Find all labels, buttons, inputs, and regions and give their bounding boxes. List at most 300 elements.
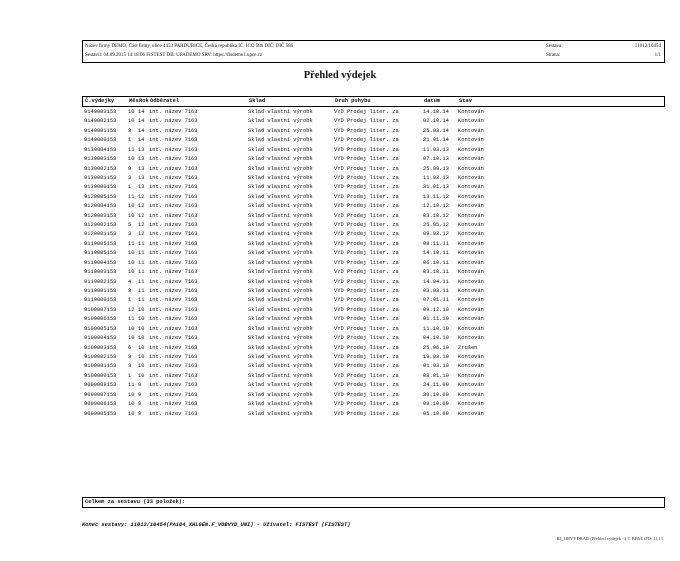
table-cell: Kontován bbox=[458, 212, 484, 219]
table-cell: 9100003153 bbox=[84, 344, 117, 351]
table-cell: 9130001153 bbox=[84, 174, 117, 181]
column-header: Stav bbox=[459, 98, 472, 104]
table-cell: VYD Prodej liter. za bbox=[334, 203, 399, 210]
table-cell: 10 bbox=[128, 325, 135, 332]
table-row bbox=[82, 381, 663, 390]
table-cell: VYD Prodej liter. za bbox=[334, 382, 399, 389]
table-cell: Sklad vlastní výrobk bbox=[248, 250, 313, 257]
table-cell: int. název 7163 bbox=[149, 410, 198, 417]
table-cell: 25.05.12 bbox=[423, 222, 449, 229]
table-cell: 3 bbox=[128, 288, 132, 295]
table-cell: Kontován bbox=[458, 410, 484, 417]
table-cell: VYD Prodej liter. za bbox=[334, 109, 399, 115]
table-cell: int. název 7163 bbox=[149, 109, 198, 115]
table-cell: VYD Prodej liter. za bbox=[334, 231, 399, 238]
table-cell: VYD Prodej liter. za bbox=[334, 316, 399, 323]
table-cell: Kontován bbox=[458, 156, 484, 163]
column-header: datum bbox=[424, 98, 441, 104]
table-cell: Kontován bbox=[458, 184, 484, 191]
table-cell: 11 bbox=[138, 297, 145, 304]
table-cell: 12 bbox=[128, 306, 135, 313]
table-cell: 9130004153 bbox=[84, 146, 117, 153]
table-cell: Sklad vlastní výrobk bbox=[248, 382, 313, 389]
table-row bbox=[82, 202, 663, 211]
table-cell: VYD Prodej liter. za bbox=[334, 137, 399, 144]
table-cell: 10 bbox=[128, 269, 135, 276]
table-cell: 14 bbox=[138, 118, 145, 125]
table-cell: 9140003153 bbox=[84, 109, 117, 115]
table-row bbox=[82, 362, 663, 371]
table-cell: Kontován bbox=[458, 297, 484, 304]
table-cell: 9090005153 bbox=[84, 410, 117, 417]
column-header: Odběratel bbox=[150, 98, 180, 104]
table-row bbox=[82, 391, 663, 400]
table-cell: 12 bbox=[138, 212, 145, 219]
table-cell: 13 bbox=[138, 174, 145, 181]
table-cell: Zrušen bbox=[458, 344, 478, 351]
table-cell: int. název 7163 bbox=[149, 335, 198, 342]
table-cell: 10 bbox=[128, 109, 135, 115]
table-cell: 9110005153 bbox=[84, 250, 117, 257]
table-cell: 9120001153 bbox=[84, 231, 117, 238]
table-cell: 9090008153 bbox=[84, 382, 117, 389]
table-cell: Kontován bbox=[458, 109, 484, 115]
table-cell: 10 bbox=[138, 325, 145, 332]
table-cell: 03.03.11 bbox=[423, 288, 449, 295]
table-cell: 14.10.14 bbox=[423, 109, 449, 115]
table-cell: Sklad vlastní výrobk bbox=[248, 184, 313, 191]
table-cell: 12 bbox=[138, 222, 145, 229]
table-cell: 05.10.09 bbox=[423, 410, 449, 417]
table-cell: Kontován bbox=[458, 146, 484, 153]
table-cell: Kontován bbox=[458, 391, 484, 398]
table-cell: Sklad vlastní výrobk bbox=[248, 174, 313, 181]
table-cell: 11.03.13 bbox=[423, 146, 449, 153]
table-cell: 25.06.10 bbox=[423, 344, 449, 351]
table-row bbox=[82, 268, 663, 277]
table-cell: int. název 7163 bbox=[149, 325, 198, 332]
table-cell: Kontován bbox=[458, 372, 484, 379]
table-row bbox=[82, 174, 663, 183]
table-cell: 19.03.10 bbox=[423, 353, 449, 360]
table-row bbox=[82, 306, 663, 315]
table-cell: 10 bbox=[128, 156, 135, 163]
table-cell: Sklad vlastní výrobk bbox=[248, 146, 313, 153]
table-row bbox=[82, 127, 663, 136]
table-cell: int. název 7163 bbox=[149, 306, 198, 313]
table-cell: Sklad vlastní výrobk bbox=[248, 259, 313, 266]
table-cell: Sklad vlastní výrobk bbox=[248, 118, 313, 125]
table-cell: VYD Prodej liter. za bbox=[334, 127, 399, 134]
table-cell: Sklad vlastní výrobk bbox=[248, 212, 313, 219]
table-cell: VYD Prodej liter. za bbox=[334, 165, 399, 172]
table-cell: VYD Prodej liter. za bbox=[334, 259, 399, 266]
printed-info: Sestavil: 04.09.2015 14:18:06 FISTEST DB: UPADEMO SRV: https://fisdemo1.upce.cz bbox=[85, 53, 263, 58]
table-row bbox=[82, 296, 663, 305]
table-cell: 09.03.12 bbox=[423, 231, 449, 238]
table-cell: VYD Prodej liter. za bbox=[334, 174, 399, 181]
table-cell: VYD Prodej liter. za bbox=[334, 212, 399, 219]
table-cell: int. název 7163 bbox=[149, 212, 198, 219]
table-cell: Sklad vlastní výrobk bbox=[248, 203, 313, 210]
table-cell: 14.04.11 bbox=[423, 278, 449, 285]
table-cell: Sklad vlastní výrobk bbox=[248, 297, 313, 304]
table-cell: 6 bbox=[128, 344, 132, 351]
table-cell: Kontován bbox=[458, 127, 484, 134]
table-cell: Sklad vlastní výrobk bbox=[248, 222, 313, 229]
table-cell: Sklad vlastní výrobk bbox=[248, 325, 313, 332]
table-cell: int. název 7163 bbox=[149, 203, 198, 210]
table-cell: VYD Prodej liter. za bbox=[334, 325, 399, 332]
table-cell: int. název 7163 bbox=[149, 288, 198, 295]
table-cell: Kontován bbox=[458, 269, 484, 276]
table-cell: 10 bbox=[138, 306, 145, 313]
table-cell: Sklad vlastní výrobk bbox=[248, 137, 313, 144]
table-cell: 3 bbox=[128, 127, 132, 134]
table-cell: int. název 7163 bbox=[149, 250, 198, 257]
table-cell: 11 bbox=[138, 240, 145, 247]
table-cell: 11 bbox=[138, 250, 145, 257]
table-cell: 9110000153 bbox=[84, 297, 117, 304]
table-cell: 3 bbox=[128, 174, 132, 181]
table-cell: Sklad vlastní výrobk bbox=[248, 401, 313, 408]
table-cell: VYD Prodej liter. za bbox=[334, 222, 399, 229]
table-row bbox=[82, 155, 663, 164]
table-cell: 10 bbox=[128, 250, 135, 257]
table-cell: 03.10.12 bbox=[423, 212, 449, 219]
table-cell: 9100002153 bbox=[84, 353, 117, 360]
summary-text: Celkem za sestavu (33 položek): bbox=[85, 499, 186, 505]
table-cell: int. název 7163 bbox=[149, 269, 198, 276]
table-cell: Kontován bbox=[458, 231, 484, 238]
table-cell: 9120003153 bbox=[84, 212, 117, 219]
table-cell: int. název 7163 bbox=[149, 146, 198, 153]
table-cell: VYD Prodej liter. za bbox=[334, 156, 399, 163]
table-cell: 13 bbox=[138, 165, 145, 172]
table-cell: 9110003153 bbox=[84, 269, 117, 276]
table-cell: 9100006153 bbox=[84, 316, 117, 323]
table-cell: int. název 7163 bbox=[149, 137, 198, 144]
table-cell: Kontován bbox=[458, 288, 484, 295]
table-cell: int. název 7163 bbox=[149, 401, 198, 408]
table-cell: Kontován bbox=[458, 401, 484, 408]
table-cell: 01.03.10 bbox=[423, 363, 449, 370]
table-row bbox=[82, 372, 663, 381]
table-cell: VYD Prodej liter. za bbox=[334, 184, 399, 191]
table-cell: 11 bbox=[128, 146, 135, 153]
table-cell: 9 bbox=[138, 382, 142, 389]
table-cell: 11 bbox=[138, 288, 145, 295]
table-row bbox=[82, 315, 663, 324]
table-row bbox=[82, 259, 663, 268]
table-cell: int. název 7163 bbox=[149, 382, 198, 389]
table-cell: 14.10.11 bbox=[423, 250, 449, 257]
page-number: 1/1 bbox=[654, 53, 661, 58]
table-cell: Kontován bbox=[458, 250, 484, 257]
table-row bbox=[82, 136, 663, 145]
table-row bbox=[82, 400, 663, 409]
table-cell: 30.10.09 bbox=[423, 391, 449, 398]
report-number: 11012/10454 bbox=[634, 44, 661, 49]
report-header-box bbox=[82, 40, 665, 63]
table-cell: Sklad vlastní výrobk bbox=[248, 306, 313, 313]
table-cell: Kontován bbox=[458, 382, 484, 389]
table-row bbox=[82, 249, 663, 258]
column-header: Č.výdejky bbox=[85, 98, 115, 104]
report-footer: RJ_OBVYDRAD (Přehled výdejek - ) © BBM, iFIS 11.13 bbox=[556, 536, 663, 541]
table-cell: Kontován bbox=[458, 137, 484, 144]
table-cell: Sklad vlastní výrobk bbox=[248, 156, 313, 163]
table-cell: 12 bbox=[138, 203, 145, 210]
table-cell: 1 bbox=[128, 372, 132, 379]
table-cell: 10 bbox=[138, 316, 145, 323]
table-cell: VYD Prodej liter. za bbox=[334, 118, 399, 125]
table-cell: Kontován bbox=[458, 335, 484, 342]
table-cell: VYD Prodej liter. za bbox=[334, 297, 399, 304]
table-cell: Kontován bbox=[458, 363, 484, 370]
table-cell: int. název 7163 bbox=[149, 344, 198, 351]
table-cell: 14 bbox=[138, 109, 145, 115]
table-cell: 25.03.14 bbox=[423, 127, 449, 134]
table-cell: 13.11.12 bbox=[423, 193, 449, 200]
table-cell: 1 bbox=[128, 184, 132, 191]
table-cell: 10 bbox=[128, 401, 135, 408]
table-cell: VYD Prodej liter. za bbox=[334, 146, 399, 153]
table-cell: 9 bbox=[128, 165, 132, 172]
table-cell: Sklad vlastní výrobk bbox=[248, 335, 313, 342]
table-cell: VYD Prodej liter. za bbox=[334, 335, 399, 342]
table-cell: int. název 7163 bbox=[149, 316, 198, 323]
table-cell: VYD Prodej liter. za bbox=[334, 363, 399, 370]
table-cell: 9140000153 bbox=[84, 137, 117, 144]
table-cell: 10 bbox=[128, 410, 135, 417]
table-cell: int. název 7163 bbox=[149, 278, 198, 285]
table-cell: int. název 7163 bbox=[149, 193, 198, 200]
table-cell: Kontován bbox=[458, 278, 484, 285]
table-row bbox=[82, 212, 663, 221]
table-cell: Sklad vlastní výrobk bbox=[248, 410, 313, 417]
table-cell: VYD Prodej liter. za bbox=[334, 391, 399, 398]
table-cell: 9100005153 bbox=[84, 325, 117, 332]
table-cell: 9120002153 bbox=[84, 222, 117, 229]
table-cell: 14 bbox=[138, 127, 145, 134]
table-cell: 3 bbox=[128, 353, 132, 360]
table-cell: VYD Prodej liter. za bbox=[334, 193, 399, 200]
table-cell: VYD Prodej liter. za bbox=[334, 278, 399, 285]
table-cell: Sklad vlastní výrobk bbox=[248, 372, 313, 379]
table-cell: VYD Prodej liter. za bbox=[334, 353, 399, 360]
table-cell: int. název 7163 bbox=[149, 165, 198, 172]
table-cell: int. název 7163 bbox=[149, 156, 198, 163]
table-cell: 10 bbox=[138, 344, 145, 351]
table-cell: 11 bbox=[128, 382, 135, 389]
report-label: Sestava: bbox=[546, 44, 563, 49]
table-cell: Sklad vlastní výrobk bbox=[248, 269, 313, 276]
table-cell: Sklad vlastní výrobk bbox=[248, 363, 313, 370]
table-cell: 9 bbox=[138, 401, 142, 408]
table-cell: Sklad vlastní výrobk bbox=[248, 344, 313, 351]
table-row bbox=[82, 410, 663, 419]
table-row bbox=[82, 230, 663, 239]
table-cell: Sklad vlastní výrobk bbox=[248, 240, 313, 247]
table-cell: Sklad vlastní výrobk bbox=[248, 278, 313, 285]
table-cell: Sklad vlastní výrobk bbox=[248, 231, 313, 238]
table-row bbox=[82, 165, 663, 174]
table-cell: 04.10.10 bbox=[423, 335, 449, 342]
table-row bbox=[82, 344, 663, 353]
table-cell: 9140002153 bbox=[84, 118, 117, 125]
table-cell: 08.11.11 bbox=[423, 240, 449, 247]
table-cell: Kontován bbox=[458, 316, 484, 323]
table-cell: VYD Prodej liter. za bbox=[334, 372, 399, 379]
table-cell: 1 bbox=[128, 297, 132, 304]
table-cell: VYD Prodej liter. za bbox=[334, 410, 399, 417]
table-cell: 9090006153 bbox=[84, 401, 117, 408]
table-cell: Sklad vlastní výrobk bbox=[248, 316, 313, 323]
table-cell: Kontován bbox=[458, 118, 484, 125]
table-cell: VYD Prodej liter. za bbox=[334, 240, 399, 247]
table-cell: VYD Prodej liter. za bbox=[334, 306, 399, 313]
table-cell: 03.10.11 bbox=[423, 269, 449, 276]
report-title: Přehled výdejek bbox=[303, 70, 377, 81]
table-cell: Sklad vlastní výrobk bbox=[248, 353, 313, 360]
table-cell: 9130003153 bbox=[84, 156, 117, 163]
column-header: Druh pohybu bbox=[335, 98, 371, 104]
table-cell: 3 bbox=[128, 231, 132, 238]
table-cell: 11 bbox=[138, 278, 145, 285]
table-row bbox=[82, 334, 663, 343]
table-cell: 9100001153 bbox=[84, 363, 117, 370]
table-cell: 09.10.09 bbox=[423, 401, 449, 408]
table-cell: 13 bbox=[138, 156, 145, 163]
table-cell: int. název 7163 bbox=[149, 391, 198, 398]
table-cell: 24.11.09 bbox=[423, 382, 449, 389]
table-cell: 25.09.13 bbox=[423, 165, 449, 172]
table-cell: Kontován bbox=[458, 325, 484, 332]
table-cell: 9090007153 bbox=[84, 391, 117, 398]
table-row bbox=[82, 240, 663, 249]
table-cell: 9110004153 bbox=[84, 259, 117, 266]
table-row bbox=[82, 221, 663, 230]
table-cell: 1 bbox=[128, 137, 132, 144]
table-cell: 10 bbox=[128, 259, 135, 266]
table-cell: 07.10.13 bbox=[423, 156, 449, 163]
table-cell: 08.01.10 bbox=[423, 372, 449, 379]
table-cell: int. název 7163 bbox=[149, 118, 198, 125]
table-cell: 9100007153 bbox=[84, 306, 117, 313]
table-cell: int. název 7163 bbox=[149, 222, 198, 229]
table-row bbox=[82, 146, 663, 155]
table-cell: 12 bbox=[138, 231, 145, 238]
table-row bbox=[82, 183, 663, 192]
table-body bbox=[82, 108, 663, 419]
table-cell: 21.01.14 bbox=[423, 137, 449, 144]
company-info: Název firmy DEMO, Část firmy, ulice 4453 PARDUBICE, Česká republika IČ: ICO 586 DIČ: DIČ 586 bbox=[85, 44, 294, 49]
table-cell: 9100000153 bbox=[84, 372, 117, 379]
table-cell: int. název 7163 bbox=[149, 259, 198, 266]
table-cell: 13 bbox=[138, 184, 145, 191]
table-cell: 9130002153 bbox=[84, 165, 117, 172]
table-cell: Kontován bbox=[458, 222, 484, 229]
table-cell: VYD Prodej liter. za bbox=[334, 250, 399, 257]
table-cell: 10 bbox=[128, 203, 135, 210]
table-cell: 11 bbox=[128, 240, 135, 247]
table-cell: 07.01.11 bbox=[423, 297, 449, 304]
table-cell: Kontován bbox=[458, 193, 484, 200]
table-cell: Sklad vlastní výrobk bbox=[248, 288, 313, 295]
table-cell: 9 bbox=[138, 410, 142, 417]
table-row bbox=[82, 193, 663, 202]
table-cell: 10 bbox=[128, 335, 135, 342]
table-cell: 11 bbox=[128, 193, 135, 200]
summary-box bbox=[82, 497, 665, 508]
table-cell: VYD Prodej liter. za bbox=[334, 288, 399, 295]
table-cell: 3 bbox=[128, 363, 132, 370]
table-cell: Sklad vlastní výrobk bbox=[248, 165, 313, 172]
report-end-line: Konec sestavy: 11012/10454(PA104_XHLGEN.F_VOBVYD_UNI) - Uživatel: FISTEST (FISTEST) bbox=[82, 522, 351, 528]
table-cell: int. název 7163 bbox=[149, 297, 198, 304]
table-cell: 10 bbox=[128, 391, 135, 398]
table-cell: int. název 7163 bbox=[149, 363, 198, 370]
table-row bbox=[82, 278, 663, 287]
table-cell: 9110001153 bbox=[84, 288, 117, 295]
table-cell: VYD Prodej liter. za bbox=[334, 269, 399, 276]
table-cell: 13 bbox=[138, 146, 145, 153]
column-header: Sklad bbox=[249, 98, 266, 104]
table-cell: 31.01.13 bbox=[423, 184, 449, 191]
table-cell: Kontován bbox=[458, 174, 484, 181]
table-cell: int. název 7163 bbox=[149, 231, 198, 238]
table-cell: 9140001153 bbox=[84, 127, 117, 134]
table-cell: Sklad vlastní výrobk bbox=[248, 127, 313, 134]
table-cell: int. název 7163 bbox=[149, 184, 198, 191]
table-cell: int. název 7163 bbox=[149, 353, 198, 360]
table-cell: 9130000153 bbox=[84, 184, 117, 191]
table-cell: 10 bbox=[138, 335, 145, 342]
table-cell: Kontován bbox=[458, 240, 484, 247]
table-header bbox=[82, 96, 665, 107]
table-cell: Kontován bbox=[458, 259, 484, 266]
table-row bbox=[82, 325, 663, 334]
table-cell: 14 bbox=[138, 137, 145, 144]
table-cell: 10 bbox=[128, 118, 135, 125]
table-row bbox=[82, 108, 663, 117]
table-cell: Kontován bbox=[458, 306, 484, 313]
table-cell: 9110005153 bbox=[84, 240, 117, 247]
table-cell: Sklad vlastní výrobk bbox=[248, 391, 313, 398]
table-cell: 9100004153 bbox=[84, 335, 117, 342]
table-cell: VYD Prodej liter. za bbox=[334, 401, 399, 408]
table-row bbox=[82, 117, 663, 126]
table-cell: 11.03.13 bbox=[423, 174, 449, 181]
column-header: Rok bbox=[139, 98, 149, 104]
table-cell: Sklad vlastní výrobk bbox=[248, 109, 313, 115]
table-cell: int. název 7163 bbox=[149, 372, 198, 379]
table-cell: 10 bbox=[138, 372, 145, 379]
table-cell: 4 bbox=[128, 278, 132, 285]
table-cell: 12 bbox=[138, 193, 145, 200]
table-cell: int. název 7163 bbox=[149, 240, 198, 247]
table-cell: int. název 7163 bbox=[149, 174, 198, 181]
table-cell: Kontován bbox=[458, 353, 484, 360]
column-header: Měs bbox=[129, 98, 139, 104]
table-cell: 11 bbox=[138, 269, 145, 276]
table-cell: 9120005153 bbox=[84, 193, 117, 200]
table-cell: 01.11.10 bbox=[423, 316, 449, 323]
table-cell: 10 bbox=[138, 363, 145, 370]
table-cell: Sklad vlastní výrobk bbox=[248, 193, 313, 200]
table-cell: 9110002153 bbox=[84, 278, 117, 285]
